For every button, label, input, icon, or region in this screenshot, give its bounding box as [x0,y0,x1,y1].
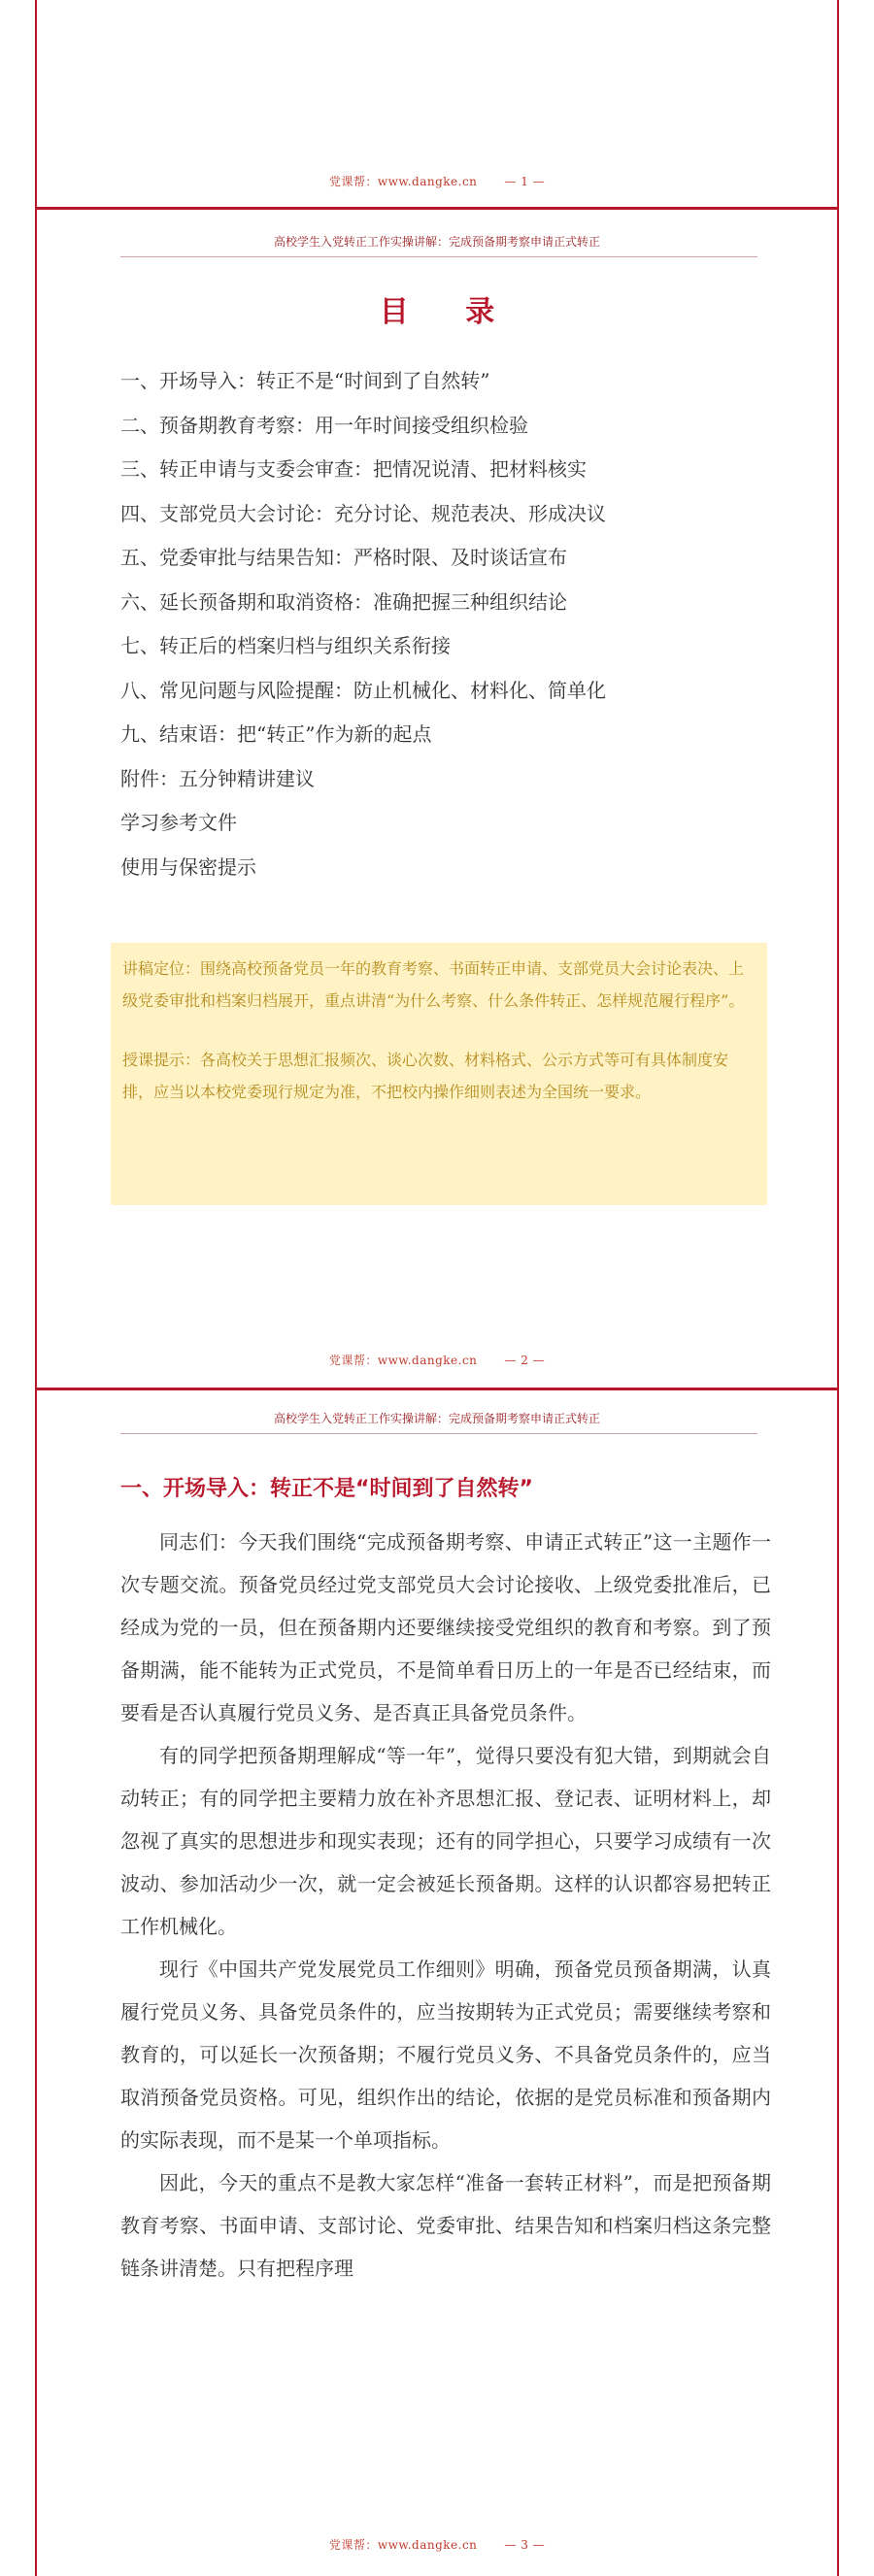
note-positioning: 讲稿定位：围绕高校预备党员一年的教育考察、书面转正申请、支部党员大会讨论表决、上级党委审批和档案归档展开，重点讲清“为什么考察、什么条件转正、怎样规范履行程序”。 [122,959,745,1010]
page-3-footer [37,2536,837,2553]
body-paragraph: 同志们：今天我们围绕“完成预备期考察、申请正式转正”这一主题作一次专题交流。预备党员经过党支部党员大会讨论接收、上级党委批准后，已经成为党的一员，但在预备期内还要继续接受党组织的教育和考察。到了预备期满，能不能转为正式党员，不是简单看日历上的一年是否已经结束，而要看是否认真履行党员义务、是否真正具备党员条件。 [120,1530,771,1724]
toc-item[interactable]: 六、延长预备期和取消资格：准确把握三种组织结论 [120,589,567,614]
lecture-note-box [111,943,767,1205]
toc-item[interactable]: 二、预备期教育考察：用一年时间接受组织检验 [120,413,528,437]
toc-item[interactable]: 学习参考文件 [120,811,237,834]
page-1 [35,0,839,207]
toc-item[interactable]: 八、常见问题与风险提醒：防止机械化、材料化、简单化 [120,678,606,702]
footer-site: 党课帮：www.dangke.cn [328,1354,478,1367]
toc-item[interactable]: 三、转正申请与支委会审查：把情况说清、把材料核实 [120,457,587,481]
body-paragraph: 有的同学把预备期理解成“等一年”，觉得只要没有犯大错，到期就会自动转正；有的同学把主要精力放在补齐思想汇报、登记表、证明材料上，却忽视了真实的思想进步和现实表现；还有的同学担心，只要学习成绩有一次波动、参加活动少一次，就一定会被延长预备期。这样的认识都容易把转正工作机械化。 [120,1744,771,1938]
page-2-footer [37,1352,837,1368]
toc-item[interactable]: 九、结束语：把“转正”作为新的起点 [120,722,432,746]
toc-item[interactable]: 五、党委审批与结果告知：严格时限、及时谈话宣布 [120,546,567,569]
page-2 [35,210,839,1388]
footer-page-number: — 3 — [504,2538,546,2552]
body-paragraph: 因此，今天的重点不是教大家怎样“准备一套转正材料”，而是把预备期教育考察、书面申请、支部讨论、党委审批、结果告知和档案归档这条完整链条讲清楚。只有把程序理 [120,2171,771,2280]
section-body [120,1521,771,2290]
body-paragraph: 现行《中国共产党发展党员工作细则》明确，预备党员预备期满，认真履行党员义务、具备党员条件的，应当按期转为正式党员；需要继续考察和教育的，可以延长一次预备期；不履行党员义务、不具备党员条件的，应当取消预备党员资格。可见，组织作出的结论，依据的是党员标准和预备期内的实际表现，而不是某一个单项指标。 [120,1957,771,2152]
header-rule [120,256,757,257]
page-1-footer [37,173,837,189]
header-rule [120,1433,757,1434]
footer-page-number: — 2 — [504,1354,546,1367]
toc-item[interactable]: 四、支部党员大会讨论：充分讨论、规范表决、形成决议 [120,501,606,525]
footer-page-number: — 1 — [504,175,546,188]
toc-title: 目 录 [379,295,519,329]
toc-list [120,359,606,889]
page-2-header: 高校学生入党转正工作实操讲解：完成预备期考察申请正式转正 [273,235,600,249]
page-3 [35,1390,839,2576]
toc-item[interactable]: 附件：五分钟精讲建议 [120,766,315,790]
section-title: 一、开场导入：转正不是“时间到了自然转” [120,1477,533,1501]
toc-item[interactable]: 使用与保密提示 [120,854,256,879]
footer-site: 党课帮：www.dangke.cn [328,2538,478,2552]
footer-site: 党课帮：www.dangke.cn [328,175,478,188]
page-3-header: 高校学生入党转正工作实操讲解：完成预备期考察申请正式转正 [273,1412,600,1425]
toc-item[interactable]: 七、转正后的档案归档与组织关系衔接 [120,634,451,657]
note-teaching-tips: 授课提示：各高校关于思想汇报频次、谈心次数、材料格式、公示方式等可有具体制度安排，应当以本校党委现行规定为准，不把校内操作细则表述为全国统一要求。 [122,1051,729,1101]
toc-item[interactable]: 一、开场导入：转正不是“时间到了自然转” [120,369,490,392]
